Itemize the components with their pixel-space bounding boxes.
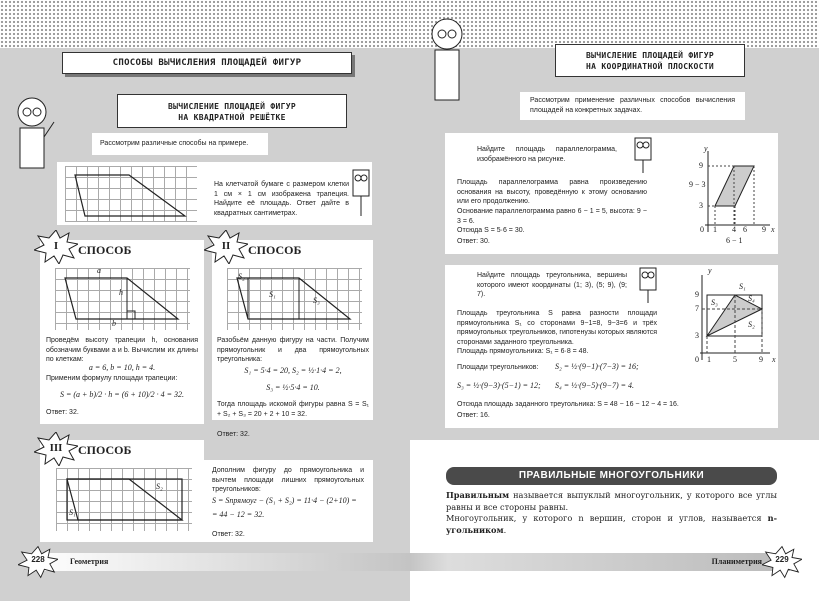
method-1-text: Проведём высоту трапеции h, основания обозначим буквами a и b. Вычислим их длины по клеткам:: [46, 337, 198, 363]
method-1-formula: S = (a + b)/2 · h = (6 + 10)/2 · 4 = 32.: [59, 390, 185, 399]
task-1-box: [445, 133, 778, 254]
page-number: 229: [775, 555, 789, 564]
book-mascot-icon: [633, 265, 663, 305]
method-2-figure: [227, 268, 362, 330]
method-number: I: [53, 240, 59, 252]
label-h: h: [119, 288, 123, 297]
y-tick: 9: [699, 161, 703, 170]
task-2-answer: Ответ: 16.: [457, 412, 490, 419]
method-1-answer: Ответ: 32.: [46, 409, 79, 416]
right-page: [410, 0, 819, 601]
label-s3: S₃: [711, 298, 718, 307]
y-axis-label: y: [704, 144, 708, 153]
section-header: ПРАВИЛЬНЫЕ МНОГОУГОЛЬНИКИ: [446, 467, 777, 485]
method-3-figure: [56, 468, 192, 531]
y-tick: 7: [695, 304, 699, 313]
problem-box: [57, 162, 372, 225]
formula-s3: S₃ = ½·(9−3)·(5−1) = 12;: [457, 381, 541, 390]
section-subtitle: [117, 94, 347, 128]
footer-band: [410, 553, 790, 571]
professor-illustration: [8, 92, 56, 182]
formula-s2: S₂ = ½·(9−1)·(7−3) = 16;: [555, 362, 639, 371]
method-heading: СПОСОБ: [78, 243, 132, 257]
label-s2: S₂: [748, 320, 755, 329]
y-axis-label: y: [708, 266, 712, 275]
x-tick: 9: [762, 225, 766, 234]
x-axis-label: x: [771, 225, 775, 234]
page-title: СПОСОБЫ ВЫЧИСЛЕНИЯ ПЛОЩАДЕЙ ФИГУР: [62, 52, 352, 74]
professor-illustration: [422, 10, 472, 110]
method-1-values: a = 6, b = 10, h = 4.: [88, 363, 156, 372]
task-1-question: Найдите площадь параллелограмма, изображённого на рисунке.: [477, 146, 617, 163]
label-a: a: [97, 266, 101, 275]
definition-2: Многоугольник, у которого n вершин, сторон и углов, называется: [446, 513, 768, 523]
method-2-card: [212, 240, 373, 420]
method-2-formula-1: S₁ = 5·4 = 20, S₂ = ½·1·4 = 2,: [244, 366, 342, 375]
label-s2: S₂: [238, 272, 245, 281]
definition-text: [446, 490, 777, 536]
formula-s4: S₄ = ½·(9−5)·(9−7) = 4.: [555, 381, 635, 390]
label-s1: S₁: [739, 282, 746, 291]
subtitle-line: ВЫЧИСЛЕНИЕ ПЛОЩАДЕЙ ФИГУР: [168, 102, 296, 111]
task-2-text: Площадь треугольника S равна разности площади прямоугольника S₁ со сторонами 9−1=8, 9−3=6 и трёх прямоугольных треугольников, гипотенузы которых являются сторонами заданного треугольника.: [457, 310, 658, 346]
method-3-text: Дополним фигуру до прямоугольника и вычтем площади лишних прямоугольных треугольников:: [212, 467, 364, 493]
task-2-rect-area: Площадь прямоугольника: S₁ = 6·8 = 48.: [457, 348, 589, 355]
method-1-figure: [55, 268, 190, 330]
x-tick: 1: [707, 355, 711, 364]
y-tick: 3: [699, 201, 703, 210]
task-1-answer: Ответ: 30.: [457, 238, 490, 245]
task-1-text2: Основание параллелограмма равно 6 − 1 = 5, высота: 9 − 3 = 6.: [457, 208, 647, 225]
label-s1: S₁: [69, 508, 76, 517]
section-subtitle: [555, 44, 745, 77]
method-3-card-right: [204, 460, 373, 542]
method-2-badge: [204, 230, 248, 264]
halftone-header: [0, 0, 410, 48]
task-1-text: Площадь параллелограмма равна произведению основания на высоту, проведённую к этому основанию или его продолжению.: [457, 179, 647, 205]
method-1-text2: Применим формулу площади трапеции:: [46, 375, 178, 382]
method-2-answer: Ответ: 32.: [217, 431, 250, 438]
term-n-gon: n-угольником: [446, 513, 777, 535]
page-number-badge: [762, 545, 802, 579]
subtitle-line: НА КООРДИНАТНОЙ ПЛОСКОСТИ: [586, 62, 714, 71]
page-number-badge: [18, 545, 58, 579]
x-tick: 6: [743, 225, 747, 234]
label-s3: S₃: [313, 296, 320, 305]
method-2-text2: Тогда площадь искомой фигуры равна S = S₁ + S₂ + S₃ = 20 + 2 + 10 = 32.: [217, 401, 369, 418]
x-tick: 4: [732, 225, 736, 234]
page-number: 228: [31, 555, 45, 564]
method-number: II: [221, 240, 231, 252]
origin-label: 0: [700, 225, 704, 234]
triangle-plot: [670, 270, 780, 370]
method-1-card: [40, 240, 204, 424]
subtitle-line: НА КВАДРАТНОЙ РЕШЁТКЕ: [178, 113, 286, 122]
task-2-result: Отсюда площадь заданного треугольника: S = 48 − 16 − 12 − 4 = 16.: [457, 401, 679, 408]
height-label: 9 − 3: [689, 180, 706, 189]
label-s1: S₁: [269, 290, 276, 299]
intro-text: Рассмотрим различные способы на примере.: [92, 133, 268, 155]
parallelogram-plot: [665, 148, 775, 248]
x-tick: 9: [759, 355, 763, 364]
task-1-text3: Отсюда S = 5·6 = 30.: [457, 227, 525, 234]
method-heading: СПОСОБ: [78, 443, 132, 457]
method-3-formula-1: S = Sпрямоуг − (S₁ + S₂) = 11·4 − (2+10) =: [212, 496, 357, 505]
method-1-badge: [34, 230, 78, 264]
footer-band: [30, 553, 410, 571]
method-3-badge: [34, 432, 78, 466]
book-mascot-icon: [628, 135, 658, 175]
base-label: 6 − 1: [726, 236, 743, 245]
label-s2: S₂: [156, 482, 163, 491]
term-regular: Правильным: [446, 490, 510, 500]
book-mascot-icon: [349, 166, 373, 222]
footer-section: Геометрия: [70, 557, 109, 566]
task-2-question: Найдите площадь треугольника, вершины которого имеют координаты (1; 3), (5; 9), (9; 7).: [477, 272, 627, 298]
x-tick: 5: [733, 355, 737, 364]
method-2-text: Разобьём данную фигуру на части. Получим прямоугольник и два прямоугольных треугольника:: [217, 337, 369, 363]
x-tick: 1: [713, 225, 717, 234]
subtitle-line: ВЫЧИСЛЕНИЕ ПЛОЩАДЕЙ ФИГУР: [586, 51, 714, 60]
label-b: b: [112, 319, 116, 328]
method-3-answer: Ответ: 32.: [212, 531, 245, 538]
definition-end: .: [503, 524, 507, 535]
y-tick: 9: [695, 290, 699, 299]
trapezoid-grid: [65, 166, 197, 222]
intro-text: Рассмотрим применение различных способов вычисления площадей на конкретных задачах.: [520, 92, 745, 120]
task-2-box: [445, 265, 778, 428]
task-2-tri-label: Площади треугольников:: [457, 364, 539, 371]
problem-text: На клетчатой бумаге с размером клетки 1 см × 1 см изображена трапеция. Найдите её площадь. Ответ дайте в квадратных сантиметрах.: [214, 181, 349, 217]
label-s4: S₄: [748, 294, 755, 303]
x-axis-label: x: [772, 355, 776, 364]
footer-section: Планиметрия: [711, 557, 762, 566]
method-3-formula-2: = 44 − 12 = 32.: [212, 510, 265, 519]
y-tick: 3: [695, 331, 699, 340]
definition-1: называется выпуклый многоугольник, у которого все углы равны и все стороны равны.: [446, 490, 777, 512]
origin-label: 0: [695, 355, 699, 364]
method-2-formula-2: S₃ = ½·5·4 = 10.: [266, 383, 320, 392]
method-heading: СПОСОБ: [248, 243, 302, 257]
method-number: III: [49, 442, 63, 454]
